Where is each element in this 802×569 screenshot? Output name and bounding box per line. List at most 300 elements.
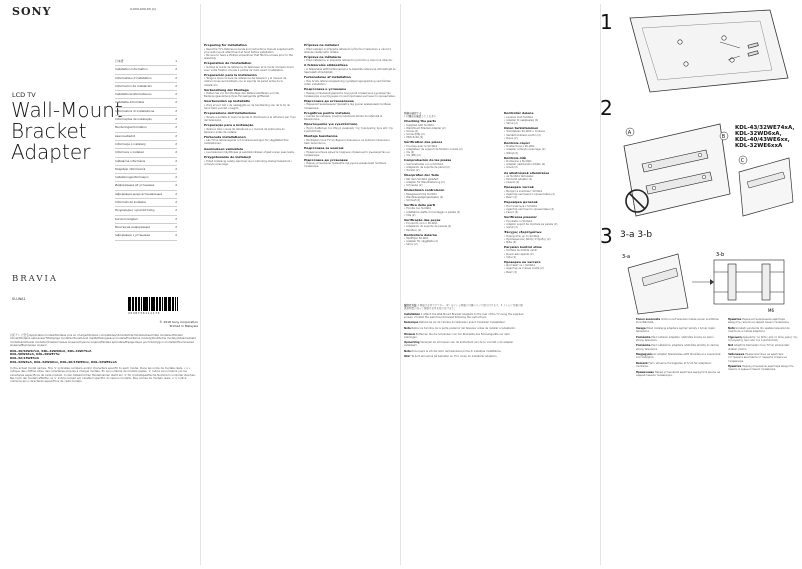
text-block — [304, 100, 396, 110]
text-block — [404, 189, 496, 202]
language-name: Monteringsinformation — [115, 125, 147, 130]
block-heading: Osien tarkistaminen — [504, 125, 539, 130]
block-heading: Kontrola części — [504, 140, 530, 145]
title-line-2: Bracket — [11, 119, 87, 143]
block-body: • Доставят се с SU-WA1 • Адаптер за стенна скоба (2) • Винт (2) — [504, 264, 544, 274]
block-body: • Fornite con SU-WA1 • Adattatore staffa di montaggio a parete (2) • Vite (2) — [404, 207, 461, 217]
text-block — [504, 172, 596, 185]
language-index-row — [115, 149, 177, 157]
block-body: • Před instalací si připravte referenční příručku k televizoru a návod k obsluze nástěnného držáku. — [304, 47, 392, 54]
block-heading: Az alkatrészek ellenőrzése — [504, 170, 550, 175]
language-index-row — [115, 182, 177, 190]
block-heading: Onderdelen controleren — [404, 187, 445, 192]
text-block — [504, 216, 596, 229]
block-heading: Überprüfen der Teile — [404, 173, 439, 178]
language-name: Telepítési információk — [115, 166, 146, 171]
note-title: Hinweis — [404, 332, 416, 336]
block-heading: Kontrollera delarna — [404, 232, 437, 237]
block-heading: Montaja hazırlanma — [304, 134, 338, 139]
language-index-row — [115, 174, 177, 182]
language-page: 2 — [175, 100, 177, 105]
note-paragraph — [728, 353, 798, 362]
block-heading: Vérification des pièces — [404, 140, 443, 145]
print-info — [120, 320, 198, 328]
block-body: • Suministradas con el SU-WA1 • Adaptador de soporte de pared (2) • Tornillo (2) — [404, 162, 450, 172]
block-body: • Перед установкой держите под рукой справочное руководство телевизора и инструкцию по эксплуатации настенного кронштейна. — [304, 91, 396, 98]
parts-jp-heading: 開梱を確認する • 付属品を確認してください — [404, 112, 437, 119]
block-heading: Verificarea pieselor — [504, 215, 537, 220]
prohibited-icon — [622, 186, 652, 216]
note-paragraph — [728, 318, 798, 324]
language-index-row — [115, 91, 177, 99]
step-notes-a — [636, 318, 722, 380]
note-text: 1 Attach the Wall-Mount Bracket Adapters to the rear of the TV using the supplied screws. 2 Install the wall-mount bracket following the instructions. — [404, 312, 524, 319]
note-title: Примітка — [728, 318, 742, 321]
text-block — [504, 201, 596, 214]
language-index-row — [115, 66, 177, 74]
barcode-bar — [146, 297, 148, 311]
note-paragraph — [404, 333, 524, 339]
block-heading: Подготовка к установке — [304, 87, 347, 92]
block-heading: Preparación para la instalación — [204, 72, 257, 77]
language-name: Informations d'installation — [115, 75, 152, 80]
bravia-logo: BRAVIA — [12, 274, 58, 284]
language-index-row — [115, 116, 177, 124]
language-index-row — [115, 141, 177, 149]
barcode-bar — [162, 297, 163, 311]
block-heading: Comprobación de las piezas — [404, 158, 452, 163]
block-body: • Dodáváno s SU-WA1 • Adaptér nástěnného držáku (2) • Šroub (2) — [504, 160, 546, 170]
block-heading: Vorbereitung der Montage — [204, 87, 249, 92]
text-block — [504, 157, 596, 170]
barcode-bar — [175, 297, 176, 311]
text-block — [404, 174, 496, 187]
column-a — [204, 44, 296, 168]
block-body: • Tenga a mano la Guía de referencia del televisor y el manual de instrucciones suministrado con el soporte de pared antes de la instalación. — [204, 77, 287, 87]
block-body: • Read the TV's Reference Guide and instructions manual supplied with your wall-mount attachment at hand before installation. • Be sure to have a Phillips screwdriver that fits the screws prior to the assembly. — [204, 47, 294, 60]
block-heading: Перевірка деталей — [504, 200, 538, 205]
barcode-bar — [152, 297, 153, 311]
barcode-bar — [135, 297, 137, 311]
note-paragraph — [404, 350, 524, 353]
block-body: • Lue television käyttöopas ja seinäkiinnikkeen ohjeet ennen asennusta. — [204, 151, 295, 155]
language-name: 日本語 — [115, 59, 124, 63]
text-block — [304, 56, 396, 63]
note-paragraph — [404, 327, 524, 330]
note-text: 1 壁掛け金具アダプター（2）をテレビ背面に付属のネジで取り付けます。2 テレビに付属の取扱説明書に従って壁掛け金具を取り付けます。 — [404, 304, 524, 311]
language-page: 2 — [175, 216, 177, 221]
sony-logo: SONY — [12, 5, 52, 18]
block-heading: Verifica delle parti — [404, 202, 436, 207]
block-body: • Halten Sie vor der Montage den Referenzleitfaden und die Bedienungsanleitung Ihres Fernsehgeräts griffbereit. — [204, 92, 280, 99]
barcode-number: 4 5 4 8 7 3 6 1 1 1 1 7 3 — [128, 312, 160, 315]
note-title: Remarque — [404, 321, 419, 325]
text-block — [504, 112, 596, 125]
block-heading: Příprava na instalaci — [304, 43, 339, 47]
note-paragraph — [404, 313, 524, 319]
block-body: • Läs TV:ns referensguide och bruksanvisningen för väggfästet före installationen. — [204, 139, 289, 146]
block-heading: Forberedelse af installation — [304, 75, 351, 80]
block-heading: Kontrollér delene — [504, 111, 534, 115]
language-name: Asennustiedot — [115, 133, 136, 138]
note-text: Adaptörü takmadan önce TV'nin arkasındaki vidaları çıkarın. — [728, 344, 790, 351]
parts-panel — [400, 0, 600, 569]
block-body: • Dostarczone z SU-WA1 • Adapter uchwytu ściennego (2) • Wkręt (2) — [504, 145, 546, 155]
block-body: • Furnizate cu SU-WA1 • Adaptor suport de montare pe perete (2) • Șurub (2) — [504, 219, 558, 229]
language-page: 2 — [175, 233, 177, 238]
text-block — [204, 62, 296, 72]
block-heading: Asennuksen valmistelu — [204, 146, 244, 151]
block-body: • Fornecido com o SU-WA1 • Adaptador do suporte de parede (2) • Parafuso (2) — [404, 222, 452, 232]
text-block — [304, 135, 396, 145]
label-3a: 3-a — [622, 254, 631, 260]
note-title: 取付け方法 — [404, 304, 417, 307]
title-line-3: Adapter — [11, 140, 91, 164]
note-text: Преди монтажа на адаптера отстранете винтовете от задната страна на телевизора. — [728, 353, 787, 363]
language-page: 2 — [175, 158, 177, 163]
language-page: 2 — [175, 183, 177, 188]
text-block — [504, 127, 596, 140]
language-index-row — [115, 124, 177, 132]
language-index-row — [115, 58, 177, 66]
barcode-bar — [169, 297, 171, 311]
note-title: Not — [728, 344, 734, 348]
language-index-row — [115, 232, 177, 240]
barcode-bar — [144, 297, 145, 311]
language-page: 2 — [175, 92, 177, 97]
document-code: X-XXX-XXX-XX (1) — [130, 7, 157, 11]
note-paragraph — [636, 353, 722, 359]
language-name: Informatii de instalare — [115, 200, 146, 205]
column-d — [504, 112, 596, 276]
text-block — [404, 234, 496, 247]
language-page: 2 — [175, 175, 177, 180]
language-name: Інформація щодо встановлення — [115, 191, 163, 196]
language-name: Πληροφορίες εγκατάστασης — [115, 208, 156, 213]
language-name: Informacje o instalacji — [115, 141, 146, 146]
text-block — [304, 64, 396, 74]
note-title: Megjegyzés — [636, 353, 653, 357]
language-index-row — [115, 216, 177, 224]
product-type: LCD TV — [12, 91, 36, 99]
text-block — [504, 142, 596, 155]
block-body: • Medföljer SU-WA1 • Adapter för väggfäste (2) • Skruv (2) — [404, 237, 438, 247]
language-page: 2 — [175, 166, 177, 171]
language-page: 2 — [175, 150, 177, 155]
step-1-figure — [620, 8, 796, 96]
step-3-number: 3 — [600, 224, 613, 248]
language-name: Installeringsinformasjon — [115, 175, 149, 180]
text-block — [304, 112, 396, 122]
language-page: 2 — [175, 208, 177, 213]
note-text: Retire los tornillos de la parte posterior del televisor antes de instalar el adaptador. — [411, 326, 516, 330]
text-block — [204, 156, 296, 166]
language-name: Informace o instalaci — [115, 150, 145, 155]
column-c-list — [404, 120, 496, 246]
block-heading: Przygotowanie do instalacji — [204, 155, 251, 160]
step-1-number: 1 — [600, 10, 613, 34]
language-index-row — [115, 83, 177, 91]
note-title: Poznámka — [636, 335, 651, 339]
text-block — [204, 136, 296, 146]
note-title: Σημείωση — [728, 335, 742, 339]
language-name: Інформація з установки — [115, 233, 151, 238]
note-paragraph — [728, 344, 798, 350]
block-heading: Príprava na inštaláciu — [304, 54, 341, 59]
block-heading: Подготовка за монтаж — [304, 145, 344, 150]
note-paragraph — [636, 362, 722, 368]
block-body: • Pred inštaláciou si pripravte referenčnú príručku a návod na obsluhu. — [304, 59, 393, 63]
note-paragraph — [728, 327, 798, 333]
block-heading: Проверка на частите — [504, 259, 541, 264]
language-page: 2 — [175, 67, 177, 72]
document-title — [11, 100, 123, 163]
barcode-bar — [177, 297, 178, 311]
text-block — [204, 100, 296, 110]
note-title: Obs! — [404, 355, 411, 359]
note-paragraph — [636, 336, 722, 342]
text-block — [204, 148, 296, 155]
block-body: • Az SU-WA1 tartozékai • Fali tartó adapter (2) • Csavar (2) — [504, 175, 534, 185]
note-paragraph — [728, 365, 798, 371]
language-index — [115, 58, 177, 241]
text-block — [204, 124, 296, 134]
text-block — [204, 74, 296, 87]
note-text: Перед установкой адаптера выкрутите винты на задней панели телевизора. — [636, 370, 721, 378]
note-text: Перед встановленням адаптера викрутіть гвинти на задній панелі телевізора. — [728, 318, 790, 325]
text-block — [504, 231, 596, 244]
preparation-panel — [200, 0, 400, 569]
block-heading: Підготовка до установки — [304, 157, 348, 162]
block-body: • Tenha à mão o Guia de referência e o manual de instruções do televisor antes de instalar. — [204, 127, 285, 134]
note-title: Забележка — [728, 353, 745, 357]
text-block — [304, 159, 396, 169]
note-text: Ta bort skruvarna på baksidan av TV:n innan du installerar adaptern. — [411, 355, 498, 359]
text-block — [404, 219, 496, 232]
note-text: Pred inštaláciou adaptéra odstráňte skrutky zo zadnej strany televízora. — [636, 344, 719, 351]
block-body: • Przed instalacją należy zapoznać się z instrukcją obsługi telewizora i uchwytu ściennego. — [204, 159, 292, 166]
language-index-row — [115, 133, 177, 141]
language-name: Inštalačné informácie — [115, 158, 146, 163]
note-text: Scoateți șuruburile din spatele televizorului înainte de a instala adaptorul. — [728, 326, 790, 333]
language-index-row — [115, 191, 177, 199]
text-block — [504, 246, 596, 259]
tv-back-panel — [630, 10, 788, 92]
language-page: 2 — [175, 141, 177, 146]
text-block — [404, 141, 496, 157]
note-text: Entfernen Sie die Schrauben von der Rückseite des Fernsehgeräts vor dem Anbringen. — [404, 332, 510, 339]
label-c: C — [740, 158, 745, 164]
note-title: Примечание — [636, 370, 654, 374]
language-index-row — [115, 75, 177, 83]
language-page: 2 — [175, 75, 177, 80]
block-body: • Înainte de instalare, țineți la îndemână Ghidul de referință al televizorului. — [304, 115, 383, 122]
language-name: Информация об установке — [115, 183, 155, 188]
step-3-substeps: 3-a 3-b — [620, 230, 653, 240]
label-3b: 3-b — [716, 252, 725, 258]
block-body: • Supplied with SU-WA1 • Wall-Mount Bracket Adapter (2) • Screw (2) • Screw (M6) (4) • PSW 6x20 (2) — [404, 123, 446, 140]
text-block — [504, 186, 596, 199]
arrow-head-icon — [710, 279, 714, 285]
note-title: Installation — [404, 312, 421, 316]
text-block — [304, 147, 396, 157]
language-page: 1 — [175, 59, 177, 63]
language-page: 2 — [175, 83, 177, 88]
text-block — [404, 204, 496, 217]
label-a: A — [627, 130, 632, 136]
label-screw: M6 — [768, 308, 774, 313]
step-2-number: 2 — [600, 96, 613, 120]
step-2-figure-b — [735, 152, 797, 222]
barcode — [128, 297, 178, 311]
block-body: • Входит в комплект SU-WA1 • Адаптер настенного кронштейна (2) • Винт (2) — [504, 189, 555, 200]
language-index-row — [115, 108, 177, 116]
block-body: • Montajdan önce TV'nin Başvuru Kılavuzunu ve kullanım kılavuzunu hazır bulundurun. — [304, 138, 390, 145]
note-paragraph — [404, 321, 524, 324]
text-block — [304, 88, 396, 98]
text-block — [304, 123, 396, 133]
language-index-row — [115, 207, 177, 215]
block-body: • Преди монтажа дръжте подръка справочното ръководство на телевизора. — [304, 150, 390, 157]
block-body: • Zorg ervoor dat u de naslaggids en de handleiding van de tv bij de hand hebt voordat u begint. — [204, 104, 290, 111]
text-block — [304, 76, 396, 86]
step-2-models: KDL-43/32WE74xA, KDL-32WD6xA, KDL-40/43WE6xx, KDL-32WE6xxA — [735, 125, 795, 149]
note-paragraph — [636, 344, 722, 350]
barcode-bar — [139, 297, 140, 311]
note-text: Az adapter felszerelése előtt távolítsa el a csavarokat a tv hátuljáról. — [636, 353, 721, 360]
copyright: © 2018 Sony Corporation — [159, 320, 198, 324]
language-index-row — [115, 199, 177, 207]
language-index-row — [115, 224, 177, 232]
block-heading: Förbereda installationen — [204, 134, 246, 139]
text-block — [204, 44, 296, 60]
block-heading: Проверка частей — [504, 185, 534, 190]
language-name: Installation Information — [115, 67, 148, 72]
language-page: 2 — [175, 125, 177, 130]
note-title: Bemærk — [636, 362, 648, 366]
block-heading: Pregătirea pentru instalare — [304, 110, 351, 115]
wall-bracket-icon — [714, 260, 784, 304]
language-page: 2 — [175, 200, 177, 205]
column-c — [404, 112, 496, 248]
block-heading: Підготовка до встановлення — [304, 98, 354, 103]
note-title: Примітка — [728, 365, 742, 369]
language-name: Installatie-informatie — [115, 100, 145, 105]
language-page: 2 — [175, 108, 177, 113]
fold-line — [600, 4, 601, 565]
printed-in: Printed in Malaysia — [169, 324, 198, 328]
block-body: • Παρέχονται με το SU-WA1 • Προσαρμογέας βάσης στήριξης (2) • Βίδα (2) — [504, 234, 551, 244]
block-body: • Постачається з SU-WA1 • Адаптер настінного кронштейна (2) • Гвинт (2) — [504, 204, 555, 215]
block-heading: Έλεγχος εξαρτημάτων — [504, 230, 542, 234]
language-index-row — [115, 99, 177, 107]
note-title: Nota — [404, 326, 411, 330]
tv-back-panel — [628, 254, 688, 314]
note-title: Nota — [404, 349, 411, 353]
tv-back-panel — [739, 158, 793, 216]
block-body: • SU-WA1 ile birlikte verilir • Duvar askı aparatı (2) • Vida (2) — [504, 249, 538, 259]
column-b — [304, 44, 396, 171]
note-paragraph — [636, 371, 722, 377]
title-line-1: Wall-Mount — [11, 98, 123, 122]
cover-panel — [0, 0, 200, 569]
applicable-models-list: KDL-49/50W67xA, KDL-49W68xA, KDL-49W75xA KDL-50W66xA, KDL-49WE75x KDL-32/43WE5xA KDL-32W6xA, KDL-32WD6xx, KDL-40/43WE6xx, KDL-32WE6xxA — [10, 348, 117, 365]
block-heading: Προετοιμασία για εγκατάσταση — [304, 122, 358, 127]
block-body: • Hav tv'ets referencevejledning og betjeningsvejledning ved hånden inden installation. — [304, 79, 392, 86]
block-body: • Gardez le Guide de référence du téléviseur et le mode d'emploi fourni avec votre fixation murale à portée de main avant l'installation. — [204, 65, 294, 72]
language-name: Informações de instalação — [115, 117, 152, 122]
block-heading: A felszerelés előkészítése — [304, 63, 348, 68]
note-paragraph — [404, 341, 524, 347]
applicable-models-heading: 対応テレビ型名/Applicable models/Modèles pris en charge/Modelos compatibles/Unterstützte Modelle/Geschikte modellen/Modelli idonei/Modelos aplicáveis/Tillämpliga modeller/Soveltuvat mallit/Obsługiwane modele/Použitelné modely/Použiteľné modely/Alkalmazható modellek/Aktuelle modeller/Совместимые модели/Сумісні моделі/Modele aplicabile/Εφαρμόσιμα μοντέλα/Uygun modeller/Приложими модели/Відповідні моделі — [10, 333, 197, 348]
block-body: • Mit dem SU-WA1 geliefert • Adapter für Wandhalterung (2) • Schraube (2) — [404, 177, 445, 187]
block-heading: Voorbereiden op installatie — [204, 99, 251, 104]
language-page: 2 — [175, 191, 177, 196]
language-index-row — [115, 166, 177, 174]
block-heading: Preparing for installation — [204, 43, 247, 47]
block-body: • Meegeleverd bij SU-WA1 • Wandbevestigingsadapter (2) • Schroef (2) — [404, 192, 444, 202]
note-paragraph — [636, 318, 722, 324]
language-name: Informazioni di installazione — [115, 108, 155, 113]
block-heading: Preparação para a instalação — [204, 122, 254, 127]
barcode-bar — [156, 297, 158, 311]
block-body: • Toimitetaan SU-WA1:n mukana • Seinäkiinnikkeen sovitin (2) • Ruuvi (2) — [504, 130, 545, 140]
installation-notes — [404, 304, 524, 361]
note-title: Uwaga — [636, 326, 646, 330]
note-text: Rimuovere le viti dal retro del televisore prima di installare l'adattatore. — [411, 349, 502, 353]
step-notes-b — [728, 318, 798, 374]
note-text: Fjern skruerne fra bagsiden af tv'et, før adapteren monteres. — [636, 362, 712, 369]
block-heading: Parçaları kontrol etme — [504, 244, 542, 249]
block-body: • Fournies avec le SU-WA1 • Adaptateur de support de fixation murale (2) • Vis (2) • Vis (M6) (4) — [404, 144, 463, 158]
block-body: • Перед встановленням тримайте під рукою довідковий посібник телевізора. — [304, 103, 392, 110]
text-block — [404, 120, 496, 139]
note-title: Poznámka — [636, 344, 651, 348]
note-paragraph — [404, 304, 524, 310]
step-3-figure — [618, 248, 796, 316]
note-paragraph — [636, 327, 722, 333]
barcode-bar — [129, 297, 130, 311]
note-text: irrota ruuvit television takaa ennen sovittimen kiinnittämistä. — [636, 318, 720, 325]
note-text: Retirez les vis de l'arrière du téléviseur avant d'installer l'adaptateur. — [419, 321, 506, 325]
block-heading: Preparazione dell'installazione — [204, 111, 257, 116]
block-body: • Έχετε διαθέσιμο τον Οδηγό αναφοράς της τηλεόρασης πριν από την εγκατάσταση. — [304, 126, 393, 134]
block-body: • Leveres med SU-WA1 • Adapter til vægbeslag (2) • Skrue (2) — [504, 115, 539, 125]
text-block — [504, 261, 596, 274]
label-b: B — [721, 134, 726, 140]
language-page: 2 — [175, 224, 177, 229]
note-title: Ennen asennusta — [636, 318, 661, 321]
language-name: Kurulum bilgileri — [115, 216, 138, 221]
block-heading: Préparation de l'installation — [204, 60, 252, 65]
note-title: Opmerking — [404, 341, 420, 345]
note-text: Αφαιρέστε τις βίδες από το πίσω μέρος της τηλεόρασης πριν από την εγκατάσταση. — [728, 335, 798, 342]
text-block — [204, 89, 296, 99]
language-index-row — [115, 158, 177, 166]
block-body: • Перед установкою тримайте під рукою довідковий посібник телевізора. — [304, 162, 387, 169]
block-body: • Tenere a portata di mano la Guida di riferimento e le istruzioni per l'uso del televisore. — [204, 115, 296, 122]
note-paragraph — [404, 355, 524, 358]
text-block — [404, 159, 496, 172]
language-page: 2 — [175, 117, 177, 122]
note-paragraph — [728, 336, 798, 342]
language-name: Información de instalación — [115, 83, 153, 88]
note-text: Před instalací adaptéru odstraňte šrouby ze zadní strany televizoru. — [636, 335, 714, 342]
note-title: Notă — [728, 326, 735, 330]
model-number: SU-WA1 — [12, 297, 26, 301]
language-page: 2 — [175, 133, 177, 138]
note-text: Перед установкою адаптера викрутіть гвинти із задньої панелі телевізора. — [728, 365, 794, 372]
